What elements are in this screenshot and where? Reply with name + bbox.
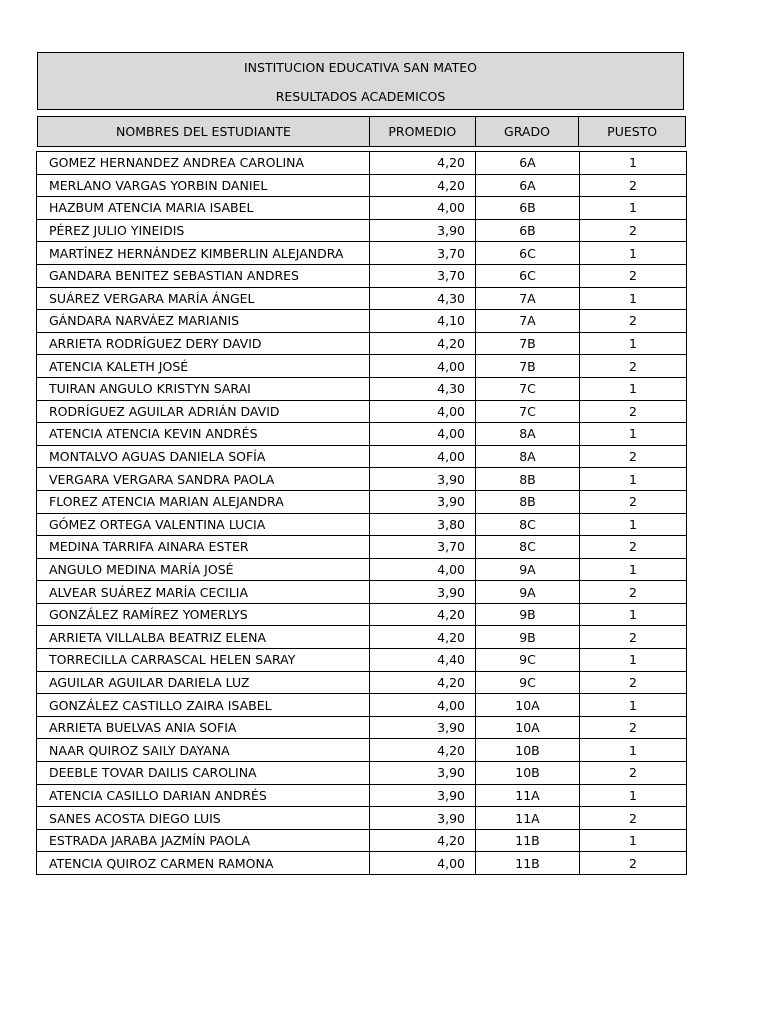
promedio-cell: 3,90 <box>370 490 476 513</box>
puesto-cell: 1 <box>580 287 687 310</box>
puesto-cell: 2 <box>580 445 687 468</box>
student-name-cell: HAZBUM ATENCIA MARIA ISABEL <box>37 197 370 220</box>
table-row <box>37 626 687 649</box>
puesto-cell: 2 <box>580 310 687 333</box>
column-header-grado: GRADO <box>475 117 579 146</box>
student-name-cell: ATENCIA KALETH JOSÉ <box>37 355 370 378</box>
promedio-cell: 3,90 <box>370 468 476 491</box>
grado-cell: 6B <box>476 197 580 220</box>
promedio-cell: 3,90 <box>370 784 476 807</box>
student-name-cell: TUIRAN ANGULO KRISTYN SARAI <box>37 377 370 400</box>
table-header <box>37 116 686 147</box>
column-header-puesto: PUESTO <box>578 117 685 146</box>
puesto-cell: 1 <box>580 694 687 717</box>
puesto-cell: 1 <box>580 603 687 626</box>
student-name-cell: PÉREZ JULIO YINEIDIS <box>37 219 370 242</box>
promedio-cell: 4,30 <box>370 377 476 400</box>
promedio-cell: 4,00 <box>370 694 476 717</box>
table-row <box>37 649 687 672</box>
student-name-cell: GÓMEZ ORTEGA VALENTINA LUCIA <box>37 513 370 536</box>
puesto-cell: 2 <box>580 536 687 559</box>
table-row <box>37 671 687 694</box>
student-name-cell: ARRIETA BUELVAS ANIA SOFIA <box>37 716 370 739</box>
student-name-cell: MERLANO VARGAS YORBIN DANIEL <box>37 174 370 197</box>
promedio-cell: 4,40 <box>370 649 476 672</box>
table-row <box>37 852 687 875</box>
table-row <box>37 355 687 378</box>
table-row <box>37 581 687 604</box>
table-row <box>37 332 687 355</box>
puesto-cell: 2 <box>580 264 687 287</box>
promedio-cell: 3,90 <box>370 219 476 242</box>
student-name-cell: SUÁREZ VERGARA MARÍA ÁNGEL <box>37 287 370 310</box>
results-table <box>36 151 687 875</box>
promedio-cell: 4,20 <box>370 174 476 197</box>
promedio-cell: 3,80 <box>370 513 476 536</box>
puesto-cell: 2 <box>580 626 687 649</box>
grado-cell: 10B <box>476 739 580 762</box>
puesto-cell: 2 <box>580 174 687 197</box>
promedio-cell: 4,20 <box>370 152 476 175</box>
promedio-cell: 4,20 <box>370 671 476 694</box>
promedio-cell: 3,90 <box>370 581 476 604</box>
puesto-cell: 2 <box>580 400 687 423</box>
student-name-cell: MONTALVO AGUAS DANIELA SOFÍA <box>37 445 370 468</box>
promedio-cell: 4,00 <box>370 852 476 875</box>
grado-cell: 6A <box>476 152 580 175</box>
promedio-cell: 3,70 <box>370 536 476 559</box>
table-row <box>37 242 687 265</box>
student-name-cell: AGUILAR AGUILAR DARIELA LUZ <box>37 671 370 694</box>
student-name-cell: ATENCIA QUIROZ CARMEN RAMONA <box>37 852 370 875</box>
puesto-cell: 1 <box>580 197 687 220</box>
table-row <box>37 694 687 717</box>
puesto-cell: 2 <box>580 581 687 604</box>
promedio-cell: 4,10 <box>370 310 476 333</box>
puesto-cell: 1 <box>580 242 687 265</box>
table-row <box>37 445 687 468</box>
promedio-cell: 4,20 <box>370 626 476 649</box>
grado-cell: 8C <box>476 536 580 559</box>
promedio-cell: 4,20 <box>370 603 476 626</box>
student-name-cell: MEDINA TARRIFA AINARA ESTER <box>37 536 370 559</box>
puesto-cell: 1 <box>580 332 687 355</box>
table-row <box>37 784 687 807</box>
grado-cell: 7B <box>476 332 580 355</box>
puesto-cell: 1 <box>580 377 687 400</box>
grado-cell: 11A <box>476 807 580 830</box>
puesto-cell: 1 <box>580 513 687 536</box>
table-row <box>37 264 687 287</box>
student-name-cell: FLOREZ ATENCIA MARIAN ALEJANDRA <box>37 490 370 513</box>
table-row <box>37 558 687 581</box>
student-name-cell: DEEBLE TOVAR DAILIS CAROLINA <box>37 762 370 785</box>
student-name-cell: NAAR QUIROZ SAILY DAYANA <box>37 739 370 762</box>
student-name-cell: VERGARA VERGARA SANDRA PAOLA <box>37 468 370 491</box>
grado-cell: 6C <box>476 264 580 287</box>
promedio-cell: 3,70 <box>370 242 476 265</box>
student-name-cell: ATENCIA CASILLO DARIAN ANDRÉS <box>37 784 370 807</box>
puesto-cell: 1 <box>580 649 687 672</box>
grado-cell: 6C <box>476 242 580 265</box>
grado-cell: 8C <box>476 513 580 536</box>
puesto-cell: 2 <box>580 852 687 875</box>
promedio-cell: 4,20 <box>370 829 476 852</box>
promedio-cell: 4,00 <box>370 355 476 378</box>
puesto-cell: 1 <box>580 829 687 852</box>
student-name-cell: TORRECILLA CARRASCAL HELEN SARAY <box>37 649 370 672</box>
promedio-cell: 4,00 <box>370 445 476 468</box>
grado-cell: 9B <box>476 603 580 626</box>
student-name-cell: GONZÁLEZ CASTILLO ZAIRA ISABEL <box>37 694 370 717</box>
promedio-cell: 3,90 <box>370 762 476 785</box>
grado-cell: 9A <box>476 581 580 604</box>
grado-cell: 7C <box>476 377 580 400</box>
promedio-cell: 3,90 <box>370 807 476 830</box>
institution-title: INSTITUCION EDUCATIVA SAN MATEO <box>243 60 477 75</box>
promedio-cell: 4,20 <box>370 332 476 355</box>
student-name-cell: SANES ACOSTA DIEGO LUIS <box>37 807 370 830</box>
promedio-cell: 4,00 <box>370 197 476 220</box>
student-name-cell: GOMEZ HERNANDEZ ANDREA CAROLINA <box>37 152 370 175</box>
puesto-cell: 2 <box>580 355 687 378</box>
table-row <box>37 762 687 785</box>
puesto-cell: 1 <box>580 423 687 446</box>
document-title-box <box>37 52 684 110</box>
promedio-cell: 4,30 <box>370 287 476 310</box>
student-name-cell: RODRÍGUEZ AGUILAR ADRIÁN DAVID <box>37 400 370 423</box>
grado-cell: 10B <box>476 762 580 785</box>
results-subtitle: RESULTADOS ACADEMICOS <box>275 89 446 104</box>
table-row <box>37 197 687 220</box>
student-name-cell: ARRIETA VILLALBA BEATRIZ ELENA <box>37 626 370 649</box>
promedio-cell: 3,90 <box>370 716 476 739</box>
table-row <box>37 716 687 739</box>
student-name-cell: ALVEAR SUÁREZ MARÍA CECILIA <box>37 581 370 604</box>
promedio-cell: 4,20 <box>370 739 476 762</box>
table-row <box>37 219 687 242</box>
grado-cell: 8B <box>476 490 580 513</box>
promedio-cell: 4,00 <box>370 423 476 446</box>
student-name-cell: ATENCIA ATENCIA KEVIN ANDRÉS <box>37 423 370 446</box>
grado-cell: 8B <box>476 468 580 491</box>
grado-cell: 9A <box>476 558 580 581</box>
student-name-cell: MARTÍNEZ HERNÁNDEZ KIMBERLIN ALEJANDRA <box>37 242 370 265</box>
puesto-cell: 2 <box>580 219 687 242</box>
student-name-cell: GANDARA BENITEZ SEBASTIAN ANDRES <box>37 264 370 287</box>
puesto-cell: 2 <box>580 671 687 694</box>
puesto-cell: 1 <box>580 468 687 491</box>
student-name-cell: ANGULO MEDINA MARÍA JOSÉ <box>37 558 370 581</box>
grado-cell: 9B <box>476 626 580 649</box>
column-header-promedio: PROMEDIO <box>369 117 475 146</box>
table-row <box>37 310 687 333</box>
grado-cell: 7B <box>476 355 580 378</box>
grado-cell: 6B <box>476 219 580 242</box>
student-name-cell: ARRIETA RODRÍGUEZ DERY DAVID <box>37 332 370 355</box>
grado-cell: 11A <box>476 784 580 807</box>
puesto-cell: 1 <box>580 152 687 175</box>
grado-cell: 11B <box>476 829 580 852</box>
puesto-cell: 1 <box>580 739 687 762</box>
grado-cell: 7A <box>476 310 580 333</box>
puesto-cell: 2 <box>580 716 687 739</box>
table-row <box>37 513 687 536</box>
student-name-cell: GONZÁLEZ RAMÍREZ YOMERLYS <box>37 603 370 626</box>
promedio-cell: 3,70 <box>370 264 476 287</box>
table-row <box>37 377 687 400</box>
table-row <box>37 423 687 446</box>
puesto-cell: 1 <box>580 784 687 807</box>
grado-cell: 10A <box>476 716 580 739</box>
puesto-cell: 2 <box>580 762 687 785</box>
grado-cell: 7A <box>476 287 580 310</box>
promedio-cell: 4,00 <box>370 558 476 581</box>
grado-cell: 10A <box>476 694 580 717</box>
results-table-body <box>37 152 687 875</box>
student-name-cell: ESTRADA JARABA JAZMÍN PAOLA <box>37 829 370 852</box>
puesto-cell: 2 <box>580 490 687 513</box>
grado-cell: 8A <box>476 445 580 468</box>
table-row <box>37 603 687 626</box>
grado-cell: 9C <box>476 649 580 672</box>
table-row <box>37 152 687 175</box>
table-row <box>37 807 687 830</box>
puesto-cell: 2 <box>580 807 687 830</box>
table-row <box>37 829 687 852</box>
grado-cell: 8A <box>476 423 580 446</box>
grado-cell: 9C <box>476 671 580 694</box>
table-row <box>37 739 687 762</box>
table-row <box>37 468 687 491</box>
table-row <box>37 174 687 197</box>
table-row <box>37 287 687 310</box>
promedio-cell: 4,00 <box>370 400 476 423</box>
table-row <box>37 400 687 423</box>
puesto-cell: 1 <box>580 558 687 581</box>
column-header-name: NOMBRES DEL ESTUDIANTE <box>116 124 291 139</box>
grado-cell: 7C <box>476 400 580 423</box>
grado-cell: 6A <box>476 174 580 197</box>
grado-cell: 11B <box>476 852 580 875</box>
student-name-cell: GÁNDARA NARVÁEZ MARIANIS <box>37 310 370 333</box>
table-row <box>37 536 687 559</box>
table-row <box>37 490 687 513</box>
